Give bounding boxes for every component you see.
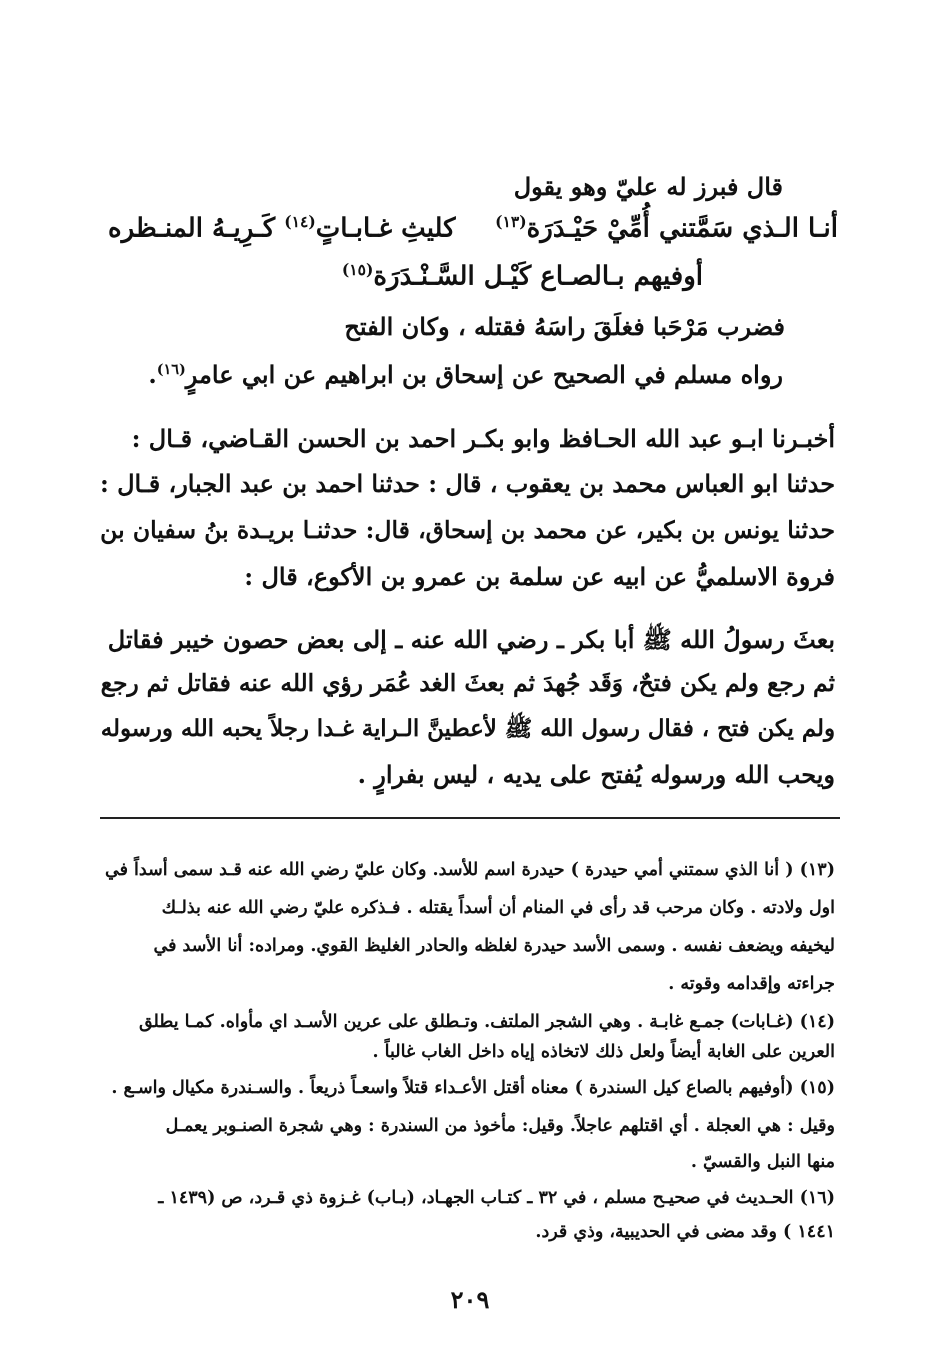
footnote-13-line-3: ليخيفه ويضعف نفسه . وسمى الأسد حيدرة لغلظه والحادر الغليظ القوي. ومراده: أنا الأسد في	[153, 936, 835, 956]
footnote-15-line-1: (١٥) (أوفيهم بالصاع كيل السندرة ) معناه أقتل الأعـداء قتلاً واسعـاً ذريعاً . والسـندرة مكيال واسـع .	[111, 1078, 835, 1098]
footnote-16-line-2: ١٤٤١ ) وقد مضى في الحديبية، وذي قرد.	[535, 1222, 835, 1242]
poem-line-2-text: أوفيهم بـالصـاع كَيْـل السَّـنْـدَرَة	[373, 261, 703, 292]
footnote-ref-15: (١٥)	[341, 260, 374, 279]
matn-line-3: ولم يكن فتح ، فقال رسول الله ﷺ لأعطينَّ الـراية غـدا رجلاً يحبه الله ورسوله	[100, 716, 835, 742]
riwaya-line	[148, 360, 783, 389]
isnad-line-4: فروة الاسلميُّ عن ابيه عن سلمة بن عمرو بن الأكوع، قال :	[244, 562, 835, 591]
footnote-ref-16: (١٦)	[156, 361, 186, 378]
footnote-16-line-1: (١٦) الحـديث في صحيـح مسلم ، في ٣٢ ـ كتـاب الجهـاد، (بـاب) غـزوة ذي قـرد، ص (١٤٣٩ ـ	[158, 1188, 835, 1208]
poem-line-2	[342, 260, 703, 292]
narration-after: فضرب مَرْحَبا فغلَقَ راسَهُ فقتله ، وكان الفتح	[344, 312, 785, 341]
narration-intro: قال فبرز له عليّ وهو يقول	[513, 172, 783, 201]
isnad-line-3: حدثنا يونس بن بكير، عن محمد بن إسحاق، قال: حدثنـا بريـدة بنُ سفيان بن	[100, 516, 835, 544]
footnote-ref-14: (١٤)	[284, 212, 316, 231]
footnote-15-line-3: منها النبل والقسيّ .	[690, 1152, 835, 1172]
footnote-15-line-2: وقيل : هي العجلة . أي اقتلهم عاجلاً. وقيل: مأخوذ من السندرة : وهي شجرة الصنـوبر يعمـل	[165, 1116, 835, 1136]
poem-hemistich-2: كليثِ غـابـاتٍ	[315, 213, 456, 244]
footnote-separator	[100, 817, 840, 819]
poem-hemistich-1: أنـا الـذي سَمَّتني أُمِّيْ حَيْـدَرَة	[526, 213, 838, 244]
riwaya-text: رواه مسلم في الصحيح عن إسحاق بن ابراهيم عن ابي عامرٍ	[185, 360, 783, 389]
page-number: ٢٠٩	[450, 1285, 490, 1314]
isnad-line-2: حدثنا ابو العباس محمد بن يعقوب ، قال : حدثنا احمد بن عبد الجبار، قـال :	[99, 470, 835, 498]
poem-line-1-first-hemistich	[495, 212, 838, 244]
poem-line-1-second-hemistich	[108, 212, 456, 244]
footnote-ref-13: (١٣)	[495, 212, 527, 231]
footnote-14-line-1: (١٤) (غـابات) جمـع غابـة . وهي الشجر الملتف. وتـطلق على عرين الأسـد اي مأواه. كمـا يطلق	[138, 1012, 835, 1032]
matn-line-4: ويحب الله ورسوله يُفتح على يديه ، ليس بفرارٍ .	[357, 760, 835, 789]
footnote-13-line-4: جراءته وإقدامه وقوته .	[668, 974, 835, 994]
matn-line-1: بعثَ رسولُ الله ﷺ أبا بكر ـ رضي الله عنه ـ إلى بعض حصون خيبر فقاتل	[107, 625, 835, 654]
footnote-13-line-1: (١٣) ( أنا الذي سمتني أمي حيدرة ) حيدرة اسم للأسد. وكان عليّ رضي الله عنه قـد سمى أسداً في	[104, 860, 835, 880]
footnote-13-line-2: اول ولادته . وكان مرحب قد رأى في المنام أن أسداً يقتله . فـذكره عليّ رضي الله عنه بذلـك	[161, 898, 835, 918]
isnad-line-1: أخبـرنا ابـو عبد الله الحـافظ وابو بكـر احمد بن الحسن القـاضي، قـال :	[131, 424, 835, 453]
matn-line-2: ثم رجع ولم يكن فتحٌ، وَقَد جُهدَ ثم بعثَ الغد عُمَر رؤي الله عنه فقاتل ثم رجع	[100, 670, 835, 697]
riwaya-end: .	[148, 360, 157, 389]
poem-hemistich-2-end: كَـرِيـهُ المنـظره	[108, 213, 276, 244]
footnote-14-line-2: العرين على الغابة أيضاً ولعل ذلك لاتخاذه إياه داخل الغاب غالباً .	[372, 1042, 835, 1062]
